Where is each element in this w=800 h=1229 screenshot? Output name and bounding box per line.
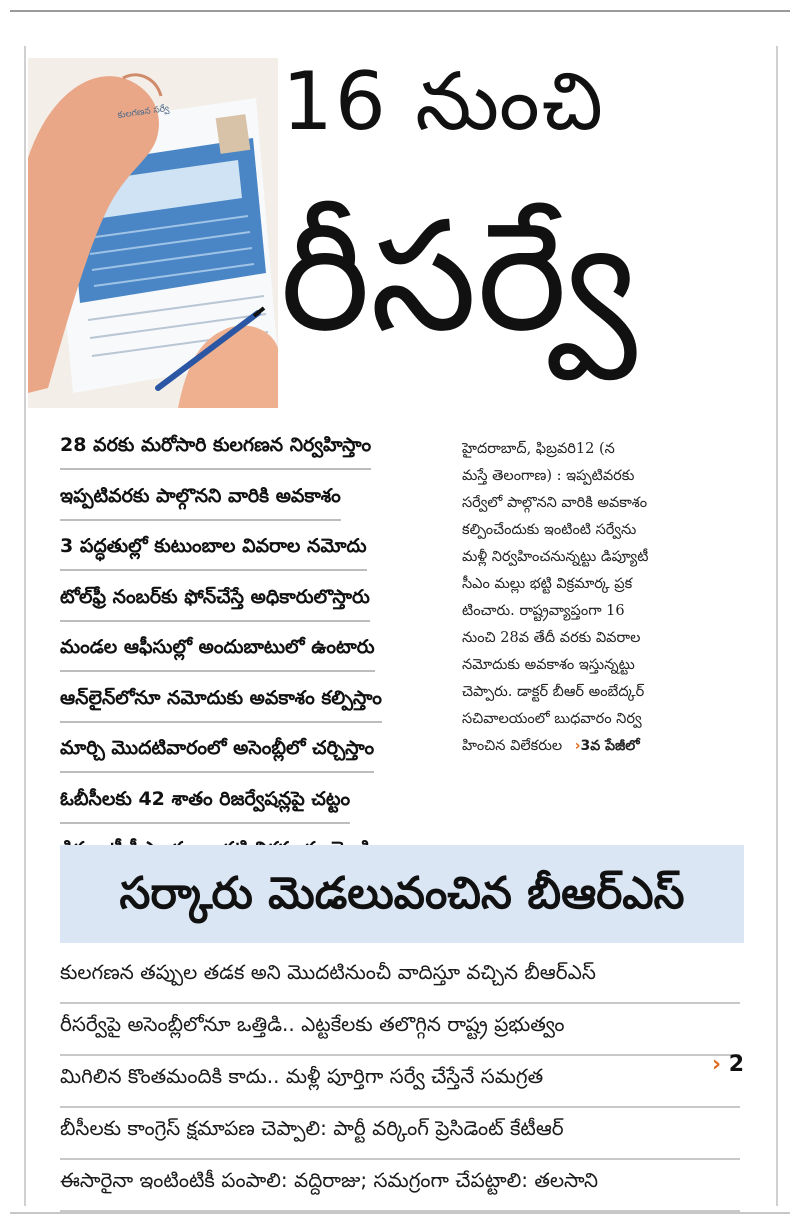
page-reference-link[interactable]	[712, 1052, 744, 1077]
sub-point: కులగణన తప్పుల తడక అని మొదటినుంచీ వాదిస్తూ వచ్చిన బీఆర్‌ఎస్	[60, 952, 740, 1004]
report-line: కల్పించేందుకు ఇంటింటి సర్వేను	[462, 522, 637, 538]
key-point: 28 వరకు మరోసారి కులగణన నిర్వహిస్తాం	[60, 428, 450, 479]
frame-right-rule	[776, 46, 778, 1206]
key-point: ఓబీసీలకు 42 శాతం రిజర్వేషన్లపై చట్టం	[60, 782, 450, 833]
sub-point: మిగిలిన కొంతమందికి కాదు.. మళ్లీ పూర్తిగా సర్వే చేస్తేనే సమగ్రత	[60, 1056, 740, 1108]
continued-label: 3వ పేజీలో	[580, 738, 640, 754]
key-point: ఇప్పటివరకు పాల్గొనని వారికి అవకాశం	[60, 479, 450, 530]
sub-point: ఈసారైనా ఇంటింటికీ పంపాలి: వద్దిరాజు; సమగ్రంగా చేపట్టాలి: తలసాని	[60, 1160, 740, 1212]
key-point: ఆన్‌లైన్‌లోనూ నమోదుకు అవకాశం కల్పిస్తాం	[60, 681, 450, 732]
section-banner	[60, 845, 744, 943]
page-reference-number: 2	[728, 1052, 745, 1077]
report-line: మళ్లీ నిర్వహించనున్నట్టు డిప్యూటీ	[462, 549, 649, 565]
sub-points-list	[60, 952, 740, 1212]
report-line: టించారు. రాష్ట్రవ్యాప్తంగా 16	[462, 603, 625, 619]
frame-left-rule	[24, 46, 26, 1206]
top-rule	[10, 10, 790, 12]
report-line: నుంచి 28వ తేదీ వరకు వివరాల	[462, 630, 641, 646]
report-line: సర్వేలో పాల్గొనని వారికి అవకాశం	[462, 495, 648, 511]
key-point: టోల్‌ఫ్రీ నంబర్‌కు ఫోన్‌చేస్తే అధికారులొస్తారు	[60, 580, 450, 631]
bottom-rule	[10, 1212, 790, 1214]
survey-form-photo	[28, 58, 278, 408]
continued-on-page-link[interactable]	[575, 738, 640, 754]
report-column	[462, 436, 762, 760]
sub-point: బీసీలకు కాంగ్రెస్ క్షమాపణ చెప్పాలి: పార్టీ వర్కింగ్ ప్రెసిడెంట్ కేటీఆర్	[60, 1108, 740, 1160]
headline-line-1: 16 నుంచి	[282, 55, 605, 148]
banner-title: సర్కారు మెడలువంచిన బీఆర్‌ఎస్	[119, 868, 685, 919]
sub-point: రీసర్వేపై అసెంబ్లీలోనూ ఒత్తిడి.. ఎట్టకేలకు తలొగ్గిన రాష్ట్ర ప్రభుత్వం	[60, 1004, 740, 1056]
report-last-line	[462, 733, 762, 760]
report-line: సీఎం మల్లు భట్టి విక్రమార్క ప్రక	[462, 576, 633, 592]
chevron-right-icon: ›	[574, 738, 581, 754]
survey-form-illustration	[28, 58, 278, 408]
form-header-text: కులగణన సర్వే	[117, 103, 170, 121]
report-line: చెప్పారు. డాక్టర్ బీఆర్ అంబేద్కర్	[462, 684, 645, 700]
key-point: మండల ఆఫీసుల్లో అందుబాటులో ఉంటారు	[60, 630, 450, 681]
report-line: హైదరాబాద్, ఫిబ్రవరి12 (న	[462, 441, 615, 457]
key-point: మార్చి మొదటివారంలో అసెంబ్లీలో చర్చిస్తాం	[60, 731, 450, 782]
report-line: సచివాలయంలో బుధవారం నిర్వ	[462, 711, 642, 727]
chevron-right-icon: ›	[712, 1052, 722, 1077]
headline-line-2: రీసర్వే	[280, 188, 637, 365]
report-line: హించిన విలేకరుల	[462, 738, 563, 754]
report-line: నమోదుకు అవకాశం ఇస్తున్నట్టు	[462, 657, 635, 673]
key-point: 3 పద్ధతుల్లో కుటుంబాల వివరాల నమోదు	[60, 529, 450, 580]
report-line: మస్తే తెలంగాణ) : ఇప్పటివరకు	[462, 468, 635, 484]
key-points-list	[60, 428, 450, 883]
